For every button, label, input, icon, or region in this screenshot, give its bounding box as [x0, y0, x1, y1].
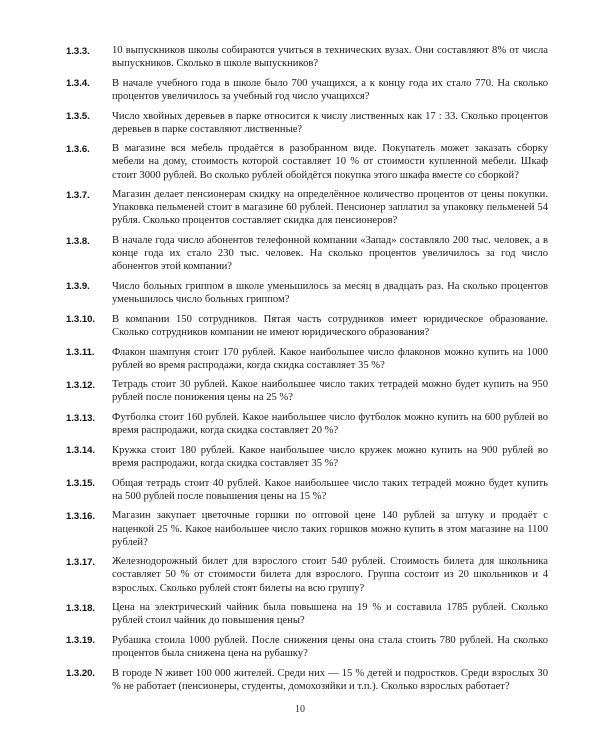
problem-text: В компании 150 сотрудников. Пятая часть сотрудников имеет юридическое образование. Сколько сотрудников компании не имеют юридического образования? [112, 313, 548, 338]
problem-item [66, 411, 548, 437]
page-number: 10 [295, 704, 305, 715]
problem-text: В городе N живет 100 000 жителей. Среди них — 15 % детей и подростков. Среди взрослых 30 % не работает (пенсионеры, студенты, домохозяйки и т.п.). Сколько взрослых работает? [112, 667, 548, 692]
problem-number: 1.3.16. [66, 510, 96, 522]
problem-number: 1.3.9. [66, 281, 90, 293]
problem-text: Число больных гриппом в школе уменьшилось за месяц в двадцать раз. На сколько процентов уменьшилось число больных гриппом? [112, 280, 548, 306]
problem-list [66, 44, 548, 700]
problem-item [66, 313, 548, 339]
problem-item [66, 509, 548, 548]
problem-number: 1.3.6. [66, 143, 90, 155]
problem-text: Магазин закупает цветочные горшки по оптовой цене 140 рублей за штуку и продаёт с наценкой 25 %. Какое наибольшее число таких горшков можно купить в этом магазине на 1100 рублей? [112, 510, 548, 548]
problem-text: В магазине вся мебель продаётся в разобранном виде. Покупатель может заказать сборку мебели на дому, стоимость которой составляет 10 % от стоимости купленной мебели. Шкаф стоит 3000 рублей. Во сколько рублей обойдётся покупка этого шкафа вместе со сборкой? [112, 143, 548, 181]
problem-number: 1.3.15. [66, 478, 96, 490]
problem-item [66, 555, 548, 594]
problem-text: Число хвойных деревьев в парке относится к числу лиственных как 17 : 33. Сколько процентов деревьев в парке составляют лиственные? [112, 110, 548, 135]
problem-text: Тетрадь стоит 30 рублей. Какое наибольшее число таких тетрадей можно будет купить на 950 рублей после понижения цены на 25 %? [112, 379, 548, 404]
problem-number: 1.3.13. [66, 412, 96, 424]
problem-item [66, 444, 548, 470]
problem-number: 1.3.19. [66, 635, 96, 647]
problem-number: 1.3.20. [66, 668, 96, 680]
problem-text: 10 выпускников школы собираются учиться в технических вузах. Они составляют 8% от числа выпускников. Сколько в школе выпускников? [112, 45, 548, 70]
problem-text: Общая тетрадь стоит 40 рублей. Какое наибольшее число таких тетрадей можно будет купить на 500 рублей после повышения цены на 15 %? [112, 477, 548, 502]
problem-item [66, 477, 548, 503]
problem-text: Железнодорожный билет для взрослого стоит 540 рублей. Стоимость билета для школьника составляет 50 % от стоимости билета для взрослого. Группа состоит из 20 школьников и 4 взрослых. Сколько рублей стоят билеты на всю группу? [112, 556, 548, 594]
problem-item [66, 667, 548, 693]
problem-number: 1.3.14. [66, 445, 96, 457]
problem-item [66, 142, 548, 181]
problem-item [66, 110, 548, 136]
problem-text: В начале года число абонентов телефонной компании «Запад» составляло 200 тыс. человек, а в конце года их стало 230 тыс. человек. На сколько процентов увеличилось за год число абонентов этой компании? [112, 235, 548, 273]
problem-text: Рубашка стоила 1000 рублей. После снижения цены она стала стоить 780 рублей. На сколько процентов была снижена цена на рубашку? [112, 634, 548, 660]
problem-item [66, 234, 548, 273]
problem-number: 1.3.10. [66, 314, 96, 326]
problem-item [66, 77, 548, 103]
problem-number: 1.3.11. [66, 347, 95, 359]
problem-number: 1.3.8. [66, 235, 90, 247]
problem-number: 1.3.5. [66, 111, 90, 123]
problem-number: 1.3.18. [66, 602, 96, 614]
problem-item [66, 634, 548, 660]
problem-text: В начале учебного года в школе было 700 учащихся, а к концу года их стало 770. На сколько процентов увеличилось за учебный год число учащихся? [112, 77, 548, 102]
problem-item [66, 601, 548, 627]
problem-text: Кружка стоит 180 рублей. Какое наибольшее число кружек можно купить на 900 рублей во время распродажи, когда скидка составляет 35 %? [112, 444, 548, 469]
problem-item [66, 378, 548, 404]
problem-number: 1.3.7. [66, 189, 90, 201]
problem-number: 1.3.4. [66, 78, 90, 90]
problem-text: Флакон шампуня стоит 170 рублей. Какое наибольшее число флаконов можно купить на 1000 рублей во время распродажи, когда скидка составляет 35 %? [112, 346, 548, 371]
problem-item [66, 44, 548, 70]
problem-number: 1.3.17. [66, 556, 96, 568]
problem-number: 1.3.12. [66, 379, 96, 391]
problem-text: Футболка стоит 160 рублей. Какое наибольшее число футболок можно купить на 600 рублей во время распродажи, когда скидка составляет 20 %? [112, 412, 548, 437]
problem-item [66, 280, 548, 306]
problem-item [66, 188, 548, 227]
problem-text: Магазин делает пенсионерам скидку на определённое количество процентов от цены покупки. Упаковка пельменей стоит в магазине 60 рублей. Пенсионер заплатил за упаковку пельменей 54 рубля. Сколько процентов составляет скидка для пенсионеров? [112, 189, 548, 227]
problem-text: Цена на электрический чайник была повышена на 19 % и составила 1785 рублей. Сколько рублей стоил чайник до повышения цены? [112, 602, 548, 627]
problem-number: 1.3.3. [66, 45, 90, 57]
problem-item [66, 346, 548, 372]
